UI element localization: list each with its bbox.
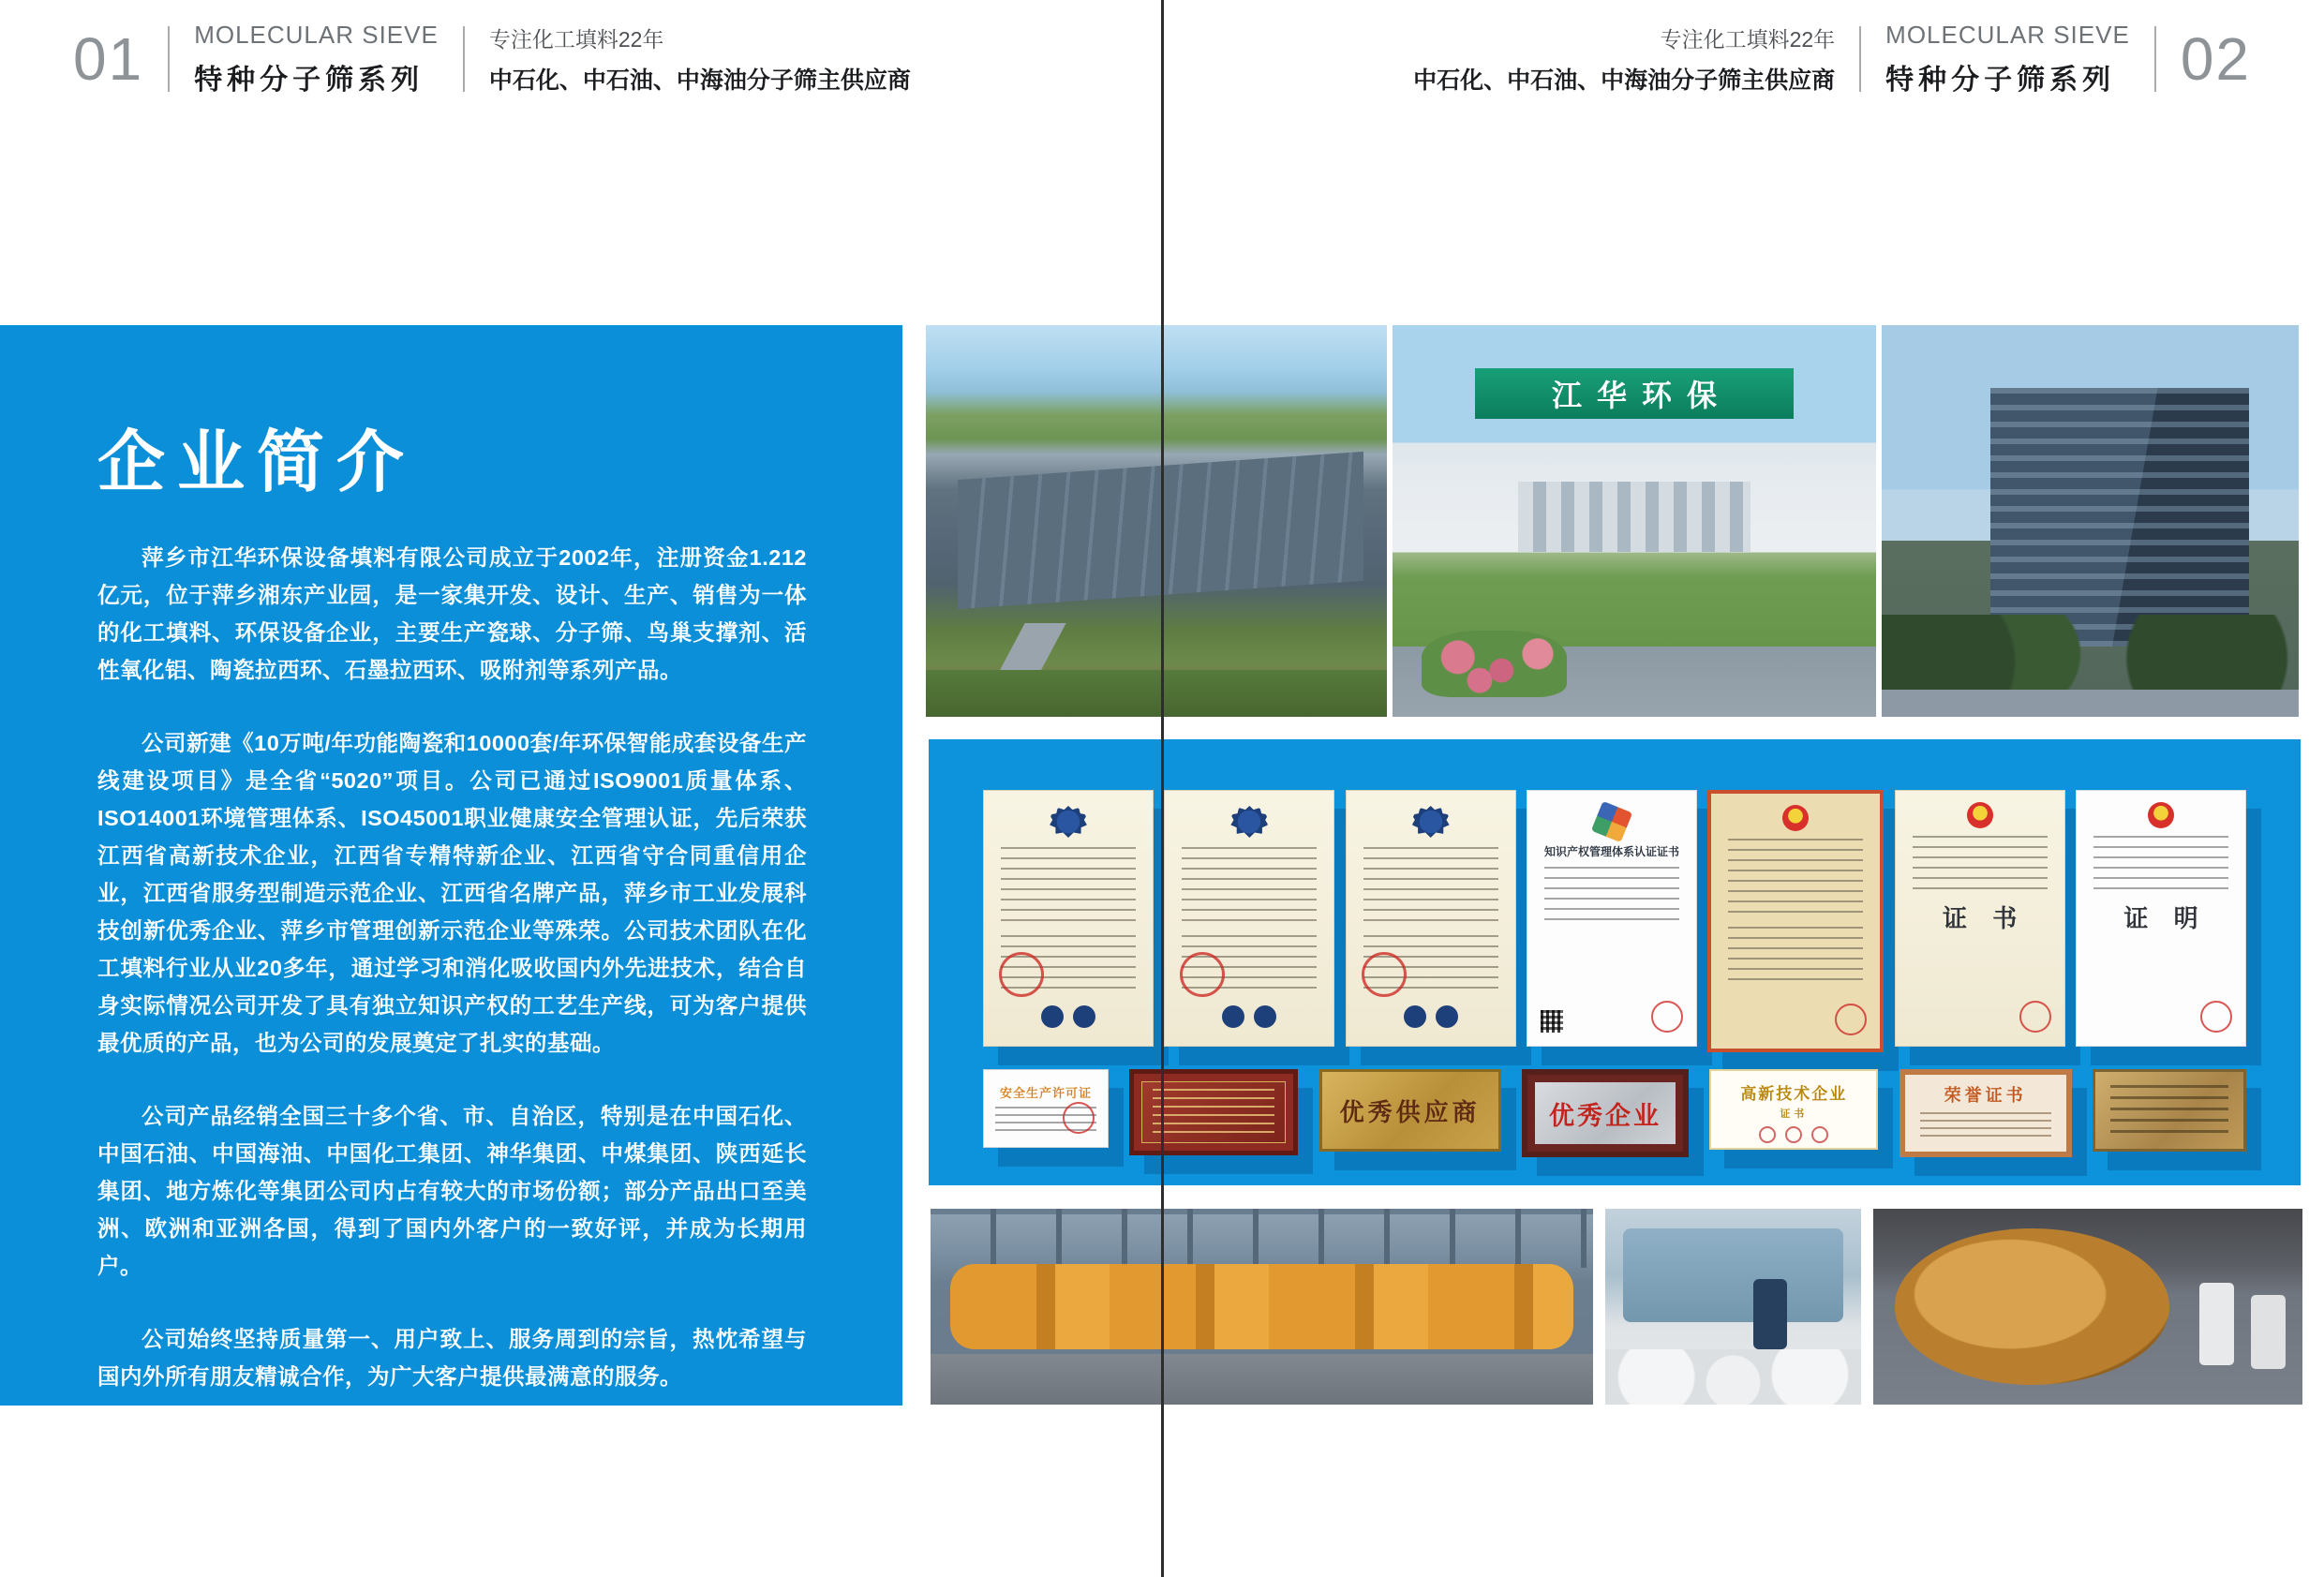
red-seal-icon xyxy=(2200,1001,2232,1033)
red-seal-icon xyxy=(2019,1001,2051,1033)
accreditation-marks xyxy=(984,1005,1153,1033)
series-title-en: MOLECULAR SIEVE xyxy=(194,21,439,49)
worker-figure-shape xyxy=(2199,1283,2234,1365)
page-number-right: 02 xyxy=(2180,25,2251,93)
plaque-title: 优秀企业 xyxy=(1548,1101,1661,1130)
cert-text-lines xyxy=(1728,927,1863,981)
intro-paragraph-4: 公司始终坚持质量第一、用户致上、服务周到的宗旨，热忱希望与国内外所有朋友精诚合作，为广大客户提供最满意的服务。 xyxy=(97,1327,807,1389)
header-divider xyxy=(2154,26,2156,92)
cert-text-lines xyxy=(1544,867,1679,921)
cert-title: 荣誉证书 xyxy=(1944,1086,2027,1105)
tagline-block-right xyxy=(1413,22,1835,96)
cert-title: 高新技术企业 xyxy=(1740,1085,1848,1103)
red-seal-icon xyxy=(1063,1102,1095,1134)
cnas-mark-icon xyxy=(1073,1005,1095,1028)
plaque-text-lines xyxy=(2110,1085,2228,1136)
ip-management-certificate xyxy=(1527,790,1697,1047)
plaque-text-lines xyxy=(1153,1089,1274,1136)
worker-figure-shape xyxy=(1753,1279,1786,1349)
cert-text-lines xyxy=(1363,847,1498,928)
iso-certificate-1 xyxy=(983,790,1154,1047)
trees-shape xyxy=(1882,615,2299,693)
red-seals-row xyxy=(1711,1126,1876,1148)
credit-enterprise-certificate xyxy=(2076,790,2246,1047)
worker-figure-shape xyxy=(2251,1295,2286,1369)
cert-title: 证 书 xyxy=(1943,904,2027,932)
red-seal-icon xyxy=(1785,1126,1802,1143)
cert-subtitle: 证书 xyxy=(1780,1108,1809,1120)
excellent-supplier-plaque xyxy=(1319,1069,1501,1152)
orange-kilns-shape xyxy=(950,1264,1573,1350)
series-title-en: MOLECULAR SIEVE xyxy=(1885,21,2130,49)
iaf-mark-icon xyxy=(1222,1005,1244,1028)
photo-aerial-industrial-park xyxy=(926,325,1387,717)
famous-brand-plaque xyxy=(1129,1069,1298,1155)
flower-bed-shape xyxy=(1422,631,1567,697)
machinery-shape xyxy=(1623,1228,1843,1322)
high-tech-enterprise-certificate xyxy=(1709,1069,1878,1150)
photo-rotary-kilns-workshop xyxy=(931,1209,1593,1405)
certifier-logo-icon xyxy=(1050,806,1087,838)
tagline-years: 专注化工填料22年 xyxy=(488,27,664,52)
header-left xyxy=(73,21,911,96)
plaque-title: 优秀供应商 xyxy=(1339,1097,1481,1126)
header-divider xyxy=(1859,26,1861,92)
tagline-suppliers: 中石化、中石油、中海油分子筛主供应商 xyxy=(488,67,911,94)
white-bags-shape xyxy=(1605,1349,1861,1405)
intro-paragraph-3: 公司产品经销全国三十多个省、市、自治区，特别是在中国石化、中国石油、中国海油、中国化工集团、神华集团、中煤集团、陕西延长集团、地方炼化等集团公司内占有较大的市场份额；部分产品出口至美洲、欧洲和亚洲各国，得到了国内外客户的一致好评，并成为长期用户。 xyxy=(97,1104,807,1278)
steel-truss-shape xyxy=(931,1209,1593,1268)
series-block-left xyxy=(194,21,439,97)
honor-certificate xyxy=(1899,1069,2072,1157)
cert-text-lines xyxy=(1182,847,1317,928)
company-intro-panel xyxy=(0,325,902,1406)
series-title-cn: 特种分子筛系列 xyxy=(1885,65,2116,96)
cert-text-lines xyxy=(1728,839,1863,919)
header-right xyxy=(1413,21,2251,96)
page-fold-divider xyxy=(1161,0,1164,1577)
page-number-left: 01 xyxy=(73,25,144,93)
cnas-mark-icon xyxy=(1436,1005,1458,1028)
building-windows-shape xyxy=(1990,388,2249,647)
iaf-mark-icon xyxy=(1041,1005,1064,1028)
certificates-row-1 xyxy=(983,790,2246,1045)
series-block-right xyxy=(1885,21,2130,97)
red-seal-icon xyxy=(1180,952,1225,997)
accreditation-marks xyxy=(1347,1005,1515,1033)
tagline-years: 专注化工填料22年 xyxy=(1660,27,1836,52)
national-emblem-icon xyxy=(1967,802,1993,828)
brass-plaque xyxy=(2093,1069,2246,1152)
photo-mixing-drum-workshop xyxy=(1873,1209,2302,1405)
cert-text-lines xyxy=(2093,836,2228,890)
certifier-logo-icon xyxy=(1412,806,1450,838)
photo-office-building xyxy=(1882,325,2299,717)
concrete-base-shape xyxy=(931,1354,1593,1405)
red-seal-icon xyxy=(999,952,1044,997)
photo-row-bottom xyxy=(931,1209,2301,1405)
ip-cert-logo-icon xyxy=(1591,801,1632,842)
photo-row-top xyxy=(926,325,2301,717)
cert-text-lines xyxy=(1913,836,2048,890)
header-divider xyxy=(463,26,465,92)
safety-production-license xyxy=(983,1069,1109,1148)
series-title-cn: 特种分子筛系列 xyxy=(194,65,425,96)
red-seal-icon xyxy=(1651,1001,1683,1033)
intro-paragraph-2: 公司新建《10万吨/年功能陶瓷和10000套/年环保智能成套设备生产线建设项目》是全省“5020”项目。公司已通过ISO9001质量体系、ISO14001环境管理体系、ISO45001职业健康安全管理认证，先后荣获江西省高新技术企业，江西省专精特新企业、江西省守合同重信用企业，江西省服务型制造示范企业、江西省名牌产品，萍乡市工业发展科技创新优秀企业、萍乡市管理创新示范企业等殊荣。公司技术团队在化工填料行业从业20多年，通过学习和消化吸收国内外先进技术，结合自身实际情况公司开发了具有独立知识产权的工艺生产线，可为客户提供最优质的产品，也为公司的发展奠定了扎实的基础。 xyxy=(97,731,807,1055)
qr-code-icon xyxy=(1541,1010,1563,1033)
tagline-suppliers: 中石化、中石油、中海油分子筛主供应商 xyxy=(1413,67,1836,94)
intro-paragraph-1: 萍乡市江华环保设备填料有限公司成立于2002年，注册资金1.212亿元，位于萍乡湘东产业园，是一家集开发、设计、生产、销售为一体的化工填料、环保设备企业，主要生产瓷球、分子筛、鸟巢支撑剂、活性氧化铝、陶瓷拉西环、石墨拉西环、吸附剂等系列产品。 xyxy=(97,545,807,682)
cert-text-lines xyxy=(1001,847,1136,928)
tagline-block-left xyxy=(489,22,911,96)
accreditation-marks xyxy=(1165,1005,1333,1033)
red-seal-icon xyxy=(1835,1004,1867,1035)
intro-title: 企业简介 xyxy=(97,425,417,500)
intro-body xyxy=(97,539,807,1431)
road-shape xyxy=(1882,690,2299,717)
photo-packing-workshop xyxy=(1605,1209,1861,1405)
national-emblem-icon xyxy=(1782,805,1809,831)
cert-title: 安全生产许可证 xyxy=(999,1086,1092,1100)
cert-title: 知识产权管理体系认证证书 xyxy=(1543,845,1679,858)
iso-certificate-3 xyxy=(1346,790,1516,1047)
tree-line-shape xyxy=(926,670,1387,717)
red-seal-icon xyxy=(1759,1126,1776,1143)
certifier-logo-icon xyxy=(1230,806,1268,838)
iaf-mark-icon xyxy=(1404,1005,1426,1028)
company-sign: 江华环保 xyxy=(1475,368,1795,419)
national-emblem-icon xyxy=(2148,802,2174,828)
orange-drum-shape xyxy=(1895,1228,2169,1385)
iso-certificate-2 xyxy=(1164,790,1334,1047)
certificates-panel xyxy=(929,739,2301,1185)
cert-text-lines xyxy=(1920,1112,2051,1137)
cnas-mark-icon xyxy=(1254,1005,1276,1028)
photo-company-entrance xyxy=(1393,325,1876,717)
entrance-columns-shape xyxy=(1518,482,1750,552)
red-seal-icon xyxy=(1362,952,1407,997)
header-divider xyxy=(168,26,170,92)
certificates-row-2 xyxy=(983,1069,2246,1146)
cert-title: 证 明 xyxy=(2123,904,2208,932)
red-seal-icon xyxy=(1811,1126,1828,1143)
safety-standard-certificate xyxy=(1895,790,2065,1047)
excellent-enterprise-plaque xyxy=(1522,1069,1689,1157)
land-certificate xyxy=(1707,790,1884,1052)
